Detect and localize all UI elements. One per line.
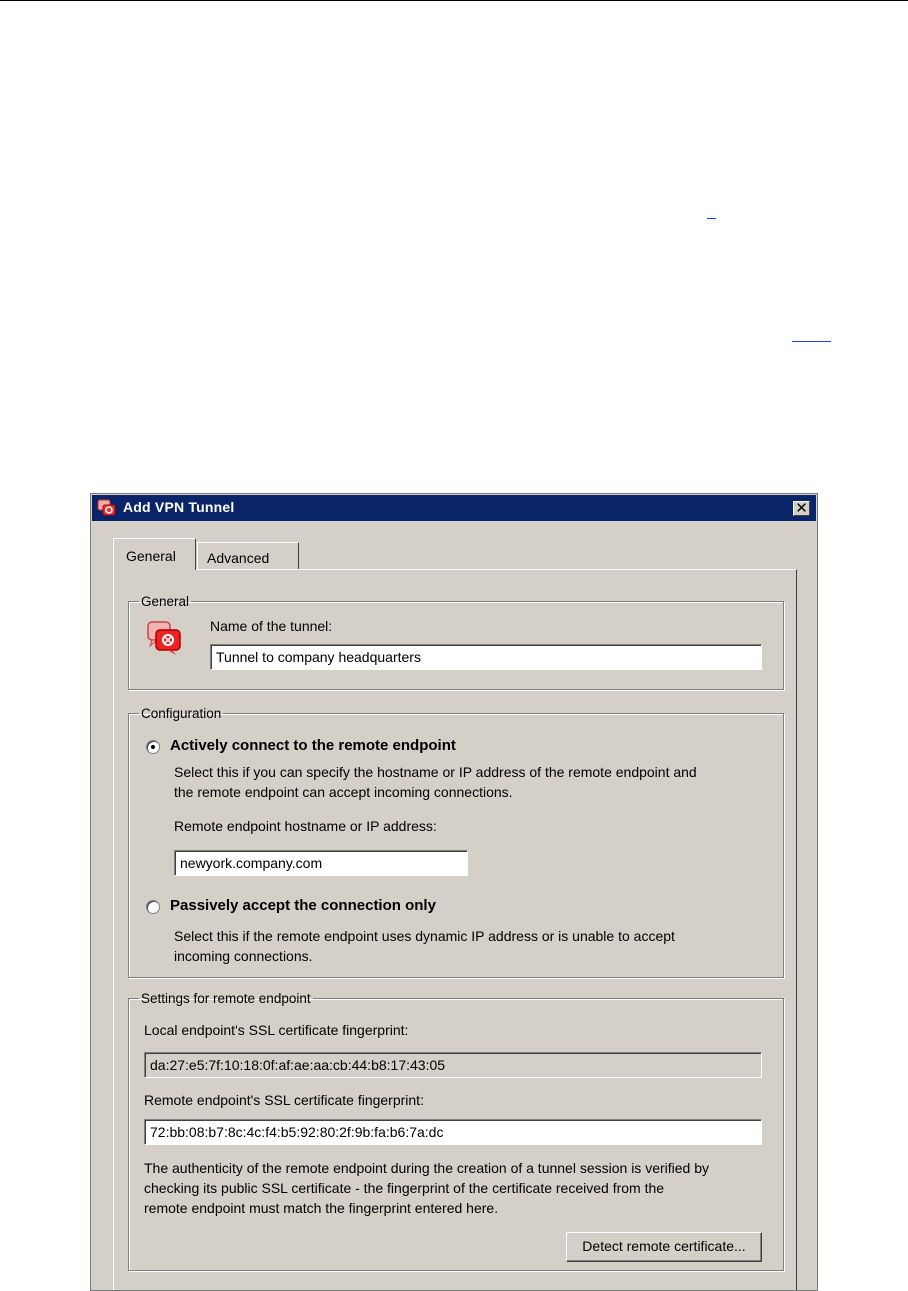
- page-top-rule: [0, 0, 908, 1]
- remote-settings-legend: Settings for remote endpoint: [141, 991, 311, 1006]
- tunnel-name-field[interactable]: Tunnel to company headquarters: [210, 644, 762, 670]
- close-icon[interactable]: ✕: [793, 501, 810, 516]
- dialog-title: Add VPN Tunnel: [123, 499, 235, 515]
- authenticity-note-line2: checking its public SSL certificate - the fingerprint of the certificate received from the: [144, 1180, 665, 1196]
- passive-accept-label[interactable]: Passively accept the connection only: [170, 897, 436, 914]
- tab-advanced[interactable]: Advanced: [197, 542, 299, 570]
- active-connect-label[interactable]: Actively connect to the remote endpoint: [170, 737, 456, 754]
- local-fingerprint-field: da:27:e5:7f:10:18:0f:af:ae:aa:cb:44:b8:17:43:05: [144, 1052, 762, 1078]
- remote-host-field[interactable]: newyork.company.com: [174, 850, 468, 876]
- active-description-line1: Select this if you can specify the hostname or IP address of the remote endpoint and: [174, 764, 697, 780]
- detect-remote-certificate-button[interactable]: Detect remote certificate...: [566, 1232, 762, 1262]
- tab-general[interactable]: General: [113, 538, 196, 570]
- remote-fingerprint-field[interactable]: 72:bb:08:b7:8c:4c:f4:b5:92:80:2f:9b:fa:b6:7a:dc: [144, 1119, 762, 1145]
- tunnel-name-label: Name of the tunnel:: [210, 618, 333, 634]
- radio-selected-dot: [151, 745, 155, 749]
- reference-link-mark[interactable]: [792, 341, 831, 342]
- add-vpn-tunnel-dialog: [90, 493, 818, 1291]
- configuration-group-legend: Configuration: [141, 706, 222, 721]
- dialog-titlebar: [92, 495, 816, 521]
- active-description-line2: the remote endpoint can accept incoming connections.: [174, 784, 513, 800]
- vpn-app-icon: [97, 499, 117, 522]
- general-group: [128, 594, 784, 690]
- authenticity-note-line1: The authenticity of the remote endpoint during the creation of a tunnel session is verified by: [144, 1160, 710, 1176]
- footnote-link-mark[interactable]: [707, 218, 716, 219]
- passive-description-line2: incoming connections.: [174, 948, 313, 964]
- remote-fingerprint-label: Remote endpoint's SSL certificate fingerprint:: [144, 1092, 424, 1108]
- passive-accept-radio[interactable]: [146, 900, 160, 914]
- authenticity-note-line3: remote endpoint must match the fingerprint entered here.: [144, 1200, 499, 1216]
- general-group-legend: General: [141, 594, 190, 609]
- remote-host-label: Remote endpoint hostname or IP address:: [174, 818, 437, 834]
- local-fingerprint-label: Local endpoint's SSL certificate fingerprint:: [144, 1022, 409, 1038]
- active-connect-radio[interactable]: [146, 740, 160, 754]
- tunnel-icon: [146, 620, 182, 661]
- passive-description-line1: Select this if the remote endpoint uses dynamic IP address or is unable to accept: [174, 928, 675, 944]
- general-tab-panel: [113, 569, 797, 1291]
